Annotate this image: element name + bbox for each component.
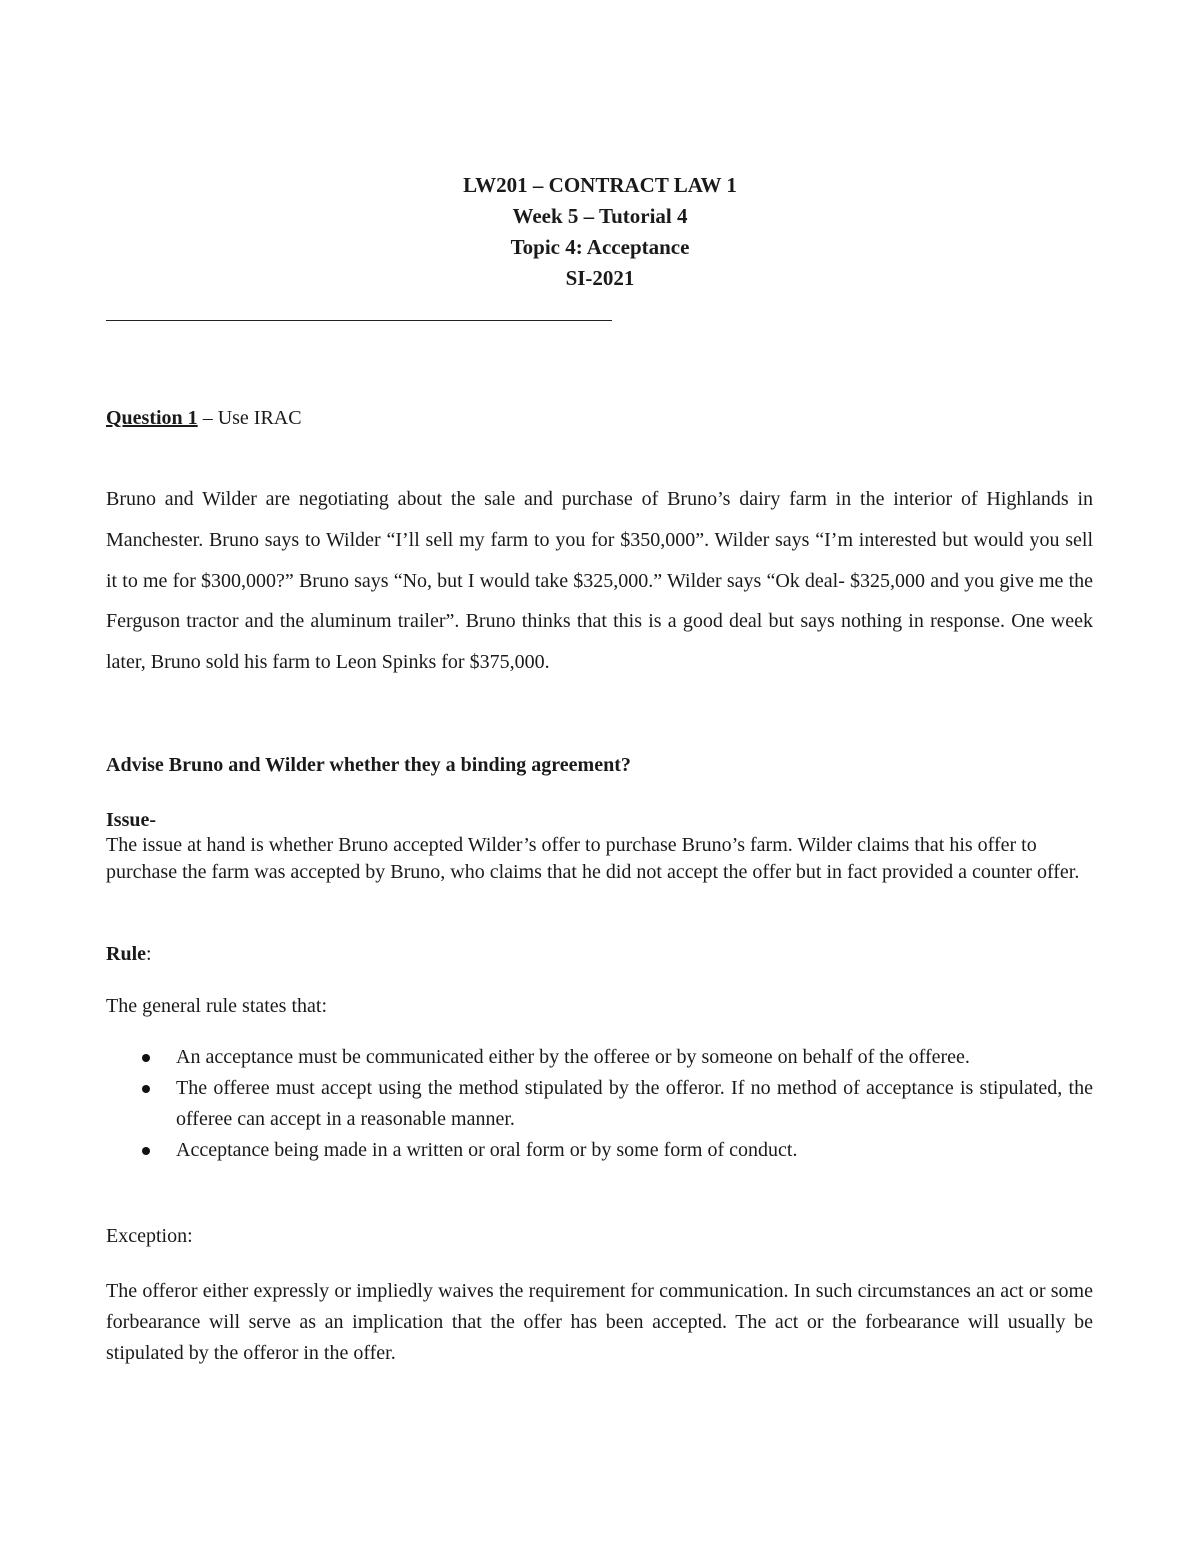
- rule-heading: [106, 940, 152, 968]
- bullet-text: The offeree must accept using the method stipulated by the offeror. If no method of acceptance is stipulated, the offeree can accept in a reasonable manner.: [176, 1077, 1093, 1130]
- issue-text: The issue at hand is whether Bruno accepted Wilder’s offer to purchase Bruno’s farm. Wilder claims that his offer to purchase the farm was accepted by Bruno, who claims that he did not accept the offer but in fact provided a counter offer.: [106, 834, 1080, 883]
- question-heading: [106, 404, 302, 432]
- bullet-icon: [142, 1147, 150, 1155]
- rule-heading-colon: :: [146, 943, 152, 965]
- bullet-icon: [142, 1085, 150, 1093]
- term-title: SI-2021: [565, 266, 635, 290]
- list-item: [106, 1042, 1093, 1073]
- header-divider: [106, 320, 612, 321]
- exception-heading: Exception:: [106, 1225, 193, 1247]
- topic-title: Topic 4: Acceptance: [510, 235, 690, 259]
- question-prompt: Advise Bruno and Wilder whether they a binding agreement?: [106, 754, 631, 776]
- bullet-text: An acceptance must be communicated either by the offeree or by someone on behalf of the offeree.: [176, 1046, 970, 1068]
- rule-bullet-list: [106, 1042, 1093, 1166]
- rule-intro: The general rule states that:: [106, 995, 328, 1017]
- question-label: Question 1: [106, 407, 198, 429]
- question-suffix: – Use IRAC: [197, 407, 302, 429]
- exception-text: The offeror either expressly or impliedly waives the requirement for communication. In such circumstances an act or some forbearance will serve as an implication that the offer has been accepted. The act or the forbearance will usually be stipulated by the offeror in the offer.: [106, 1280, 1093, 1364]
- issue-heading: Issue-: [106, 809, 157, 831]
- bullet-icon: [142, 1054, 150, 1062]
- week-title: Week 5 – Tutorial 4: [512, 204, 688, 228]
- rule-heading-label: Rule: [106, 943, 146, 965]
- question-scenario: Bruno and Wilder are negotiating about the sale and purchase of Bruno’s dairy farm in the interior of Highlands in Manchester. Bruno says to Wilder “I’ll sell my farm to you for $350,000”. Wilder says “I’m interested but would you sell it to me for $300,000?” Bruno says “No, but I would take $325,000.” Wilder says “Ok deal- $325,000 and you give me the Ferguson tractor and the aluminum trailer”. Bruno thinks that this is a good deal but says nothing in response. One week later, Bruno sold his farm to Leon Spinks for $375,000.: [106, 488, 1093, 674]
- bullet-text: Acceptance being made in a written or oral form or by some form of conduct.: [176, 1139, 798, 1161]
- course-title: LW201 – CONTRACT LAW 1: [463, 173, 737, 197]
- document-header: [0, 170, 1200, 294]
- list-item: [106, 1073, 1093, 1135]
- list-item: [106, 1135, 1093, 1166]
